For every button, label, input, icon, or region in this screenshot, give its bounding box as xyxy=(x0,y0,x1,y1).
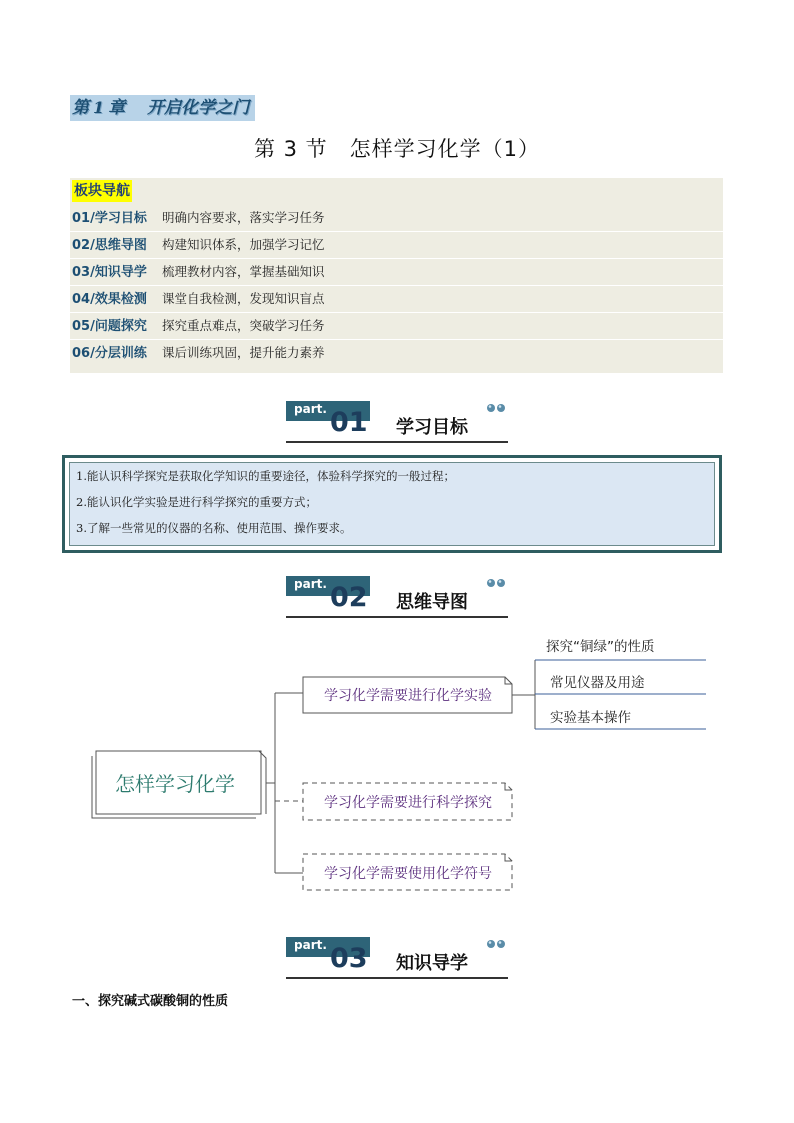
nav-item-code: 04/效果检测 xyxy=(72,292,147,307)
part-number: 03 xyxy=(330,943,368,974)
nav-item xyxy=(70,340,723,366)
chapter-suffix: 章 xyxy=(108,98,126,118)
nav-item-code: 02/思维导图 xyxy=(72,238,147,253)
branch-box xyxy=(303,854,512,890)
branch-box xyxy=(303,677,512,713)
objectives-inner xyxy=(69,462,715,546)
mind-map-connectors xyxy=(266,693,303,873)
chapter-header xyxy=(70,95,255,121)
leaf-label: 实验基本操作 xyxy=(550,710,631,726)
nav-item xyxy=(70,259,723,286)
part-number: 02 xyxy=(330,582,368,613)
branch-label: 学习化学需要进行化学实验 xyxy=(324,688,492,704)
branch-label: 学习化学需要使用化学符号 xyxy=(324,866,492,882)
mind-map xyxy=(0,620,794,900)
chapter-title: 开启化学之门 xyxy=(147,98,250,118)
nav-item-desc: 明确内容要求，落实学习任务 xyxy=(162,210,325,225)
nav-title: 板块导航 xyxy=(72,180,132,202)
section-title: 第 3 节 怎样学习化学（1） xyxy=(253,137,541,161)
part-title: 知识导学 xyxy=(396,953,468,974)
nav-item-code: 05/问题探究 xyxy=(72,319,147,334)
bubbles-icon xyxy=(486,577,508,589)
nav-item-desc: 课后训练巩固，提升能力素养 xyxy=(162,345,325,360)
part-header-01 xyxy=(286,401,508,443)
mind-map-root xyxy=(92,751,266,818)
nav-item-code: 06/分层训练 xyxy=(72,346,147,361)
part-label: part. xyxy=(294,577,327,591)
leaf-label: 常见仪器及用途 xyxy=(550,675,645,691)
nav-item-desc: 梳理教材内容，掌握基础知识 xyxy=(162,264,325,279)
part-number: 01 xyxy=(330,407,368,438)
chapter-number: 1 xyxy=(93,98,105,117)
root-label: 怎样学习化学 xyxy=(115,772,235,796)
objective-line: 1.能认识科学探究是获取化学知识的重要途径，体验科学探究的一般过程； xyxy=(76,469,455,483)
objective-line: 3.了解一些常见的仪器的名称、使用范围、操作要求。 xyxy=(76,521,352,535)
bubbles-icon xyxy=(486,402,508,414)
chapter-prefix: 第 xyxy=(72,98,89,118)
section-subheading: 一、探究碱式碳酸铜的性质 xyxy=(72,994,229,1009)
objective-line: 2.能认识化学实验是进行科学探究的重要方式； xyxy=(76,495,317,509)
objectives-box xyxy=(62,455,722,553)
nav-item-desc: 课堂自我检测，发现知识盲点 xyxy=(162,291,325,306)
nav-item xyxy=(70,286,723,313)
part-header-02 xyxy=(286,576,508,618)
nav-item-code: 01/学习目标 xyxy=(72,211,147,226)
bubbles-icon xyxy=(486,938,508,950)
part-label: part. xyxy=(294,402,327,416)
part-header-03 xyxy=(286,937,508,979)
part-label: part. xyxy=(294,938,327,952)
nav-item-desc: 构建知识体系，加强学习记忆 xyxy=(162,237,325,252)
branch-box xyxy=(303,783,512,820)
part-underline xyxy=(286,441,508,443)
nav-item xyxy=(70,205,723,232)
part-underline xyxy=(286,977,508,979)
nav-item-desc: 探究重点难点，突破学习任务 xyxy=(162,318,325,333)
branch-label: 学习化学需要进行科学探究 xyxy=(324,795,492,811)
nav-item xyxy=(70,232,723,259)
part-title: 思维导图 xyxy=(396,592,468,613)
part-underline xyxy=(286,616,508,618)
part-title: 学习目标 xyxy=(396,417,468,438)
leaf-label: 探究“铜绿”的性质 xyxy=(546,639,655,655)
nav-item xyxy=(70,313,723,340)
nav-item-code: 03/知识导学 xyxy=(72,265,147,280)
